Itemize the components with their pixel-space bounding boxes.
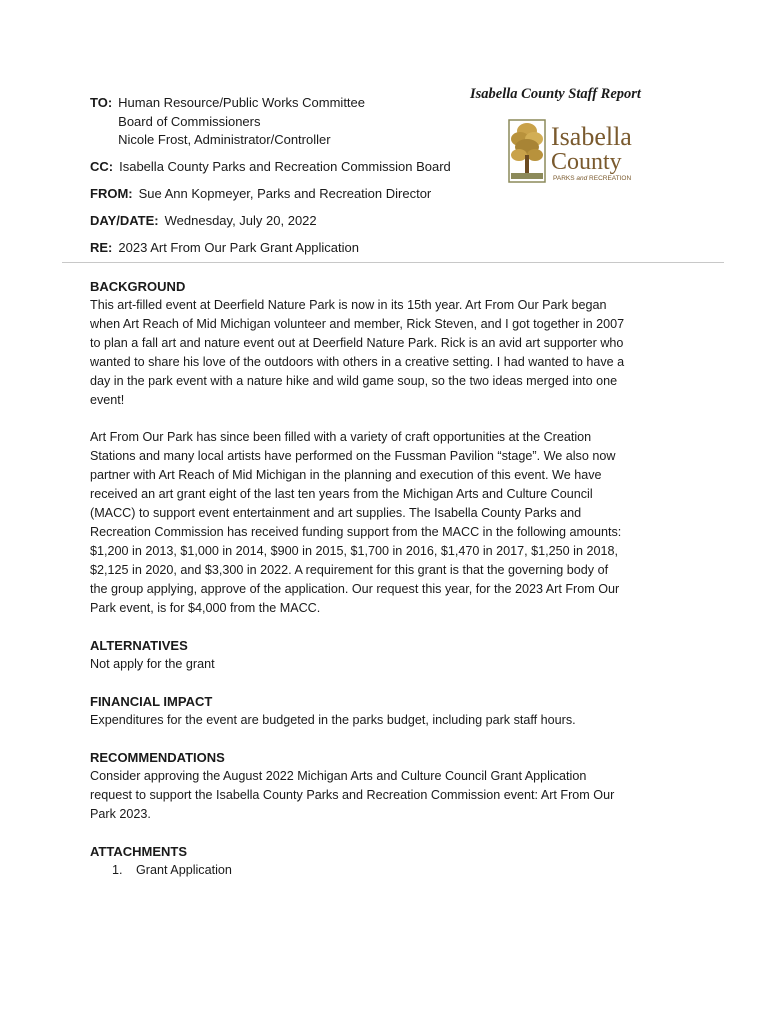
re-label: RE:	[90, 240, 113, 255]
logo-text-isabella: Isabella	[551, 122, 632, 151]
text-line: $2,125 in 2020, and $3,300 in 2022. A requirement for this grant is that the governing body of	[90, 563, 609, 577]
header-divider	[62, 262, 724, 263]
memo-to-row	[90, 94, 490, 150]
from-value: Sue Ann Kopmeyer, Parks and Recreation Director	[138, 186, 432, 201]
cc-label: CC:	[90, 159, 114, 174]
text-line: Stations and many local artists have performed on the Fussman Pavilion “stage”. We also now	[90, 449, 616, 463]
attachment-number: 1.	[112, 863, 123, 877]
text-line: day in the park event with a nature hike and wild game soup, so the two ideas merged into one	[90, 374, 618, 388]
text-line: Recreation Commission has received funding support from the MACC in the following amounts:	[90, 525, 622, 539]
attachments-heading: ATTACHMENTS	[90, 844, 188, 859]
to-line: Human Resource/Public Works Committee	[118, 95, 365, 110]
cc-value: Isabella County Parks and Recreation Commission Board	[119, 159, 451, 174]
text-line: (MACC) to support event entertainment and art supplies. The Isabella County Parks and	[90, 506, 582, 520]
date-label: DAY/DATE:	[90, 213, 159, 228]
logo-text-county: County	[551, 149, 622, 175]
isabella-county-parks-logo	[507, 117, 647, 185]
text-line: request to support the Isabella County Parks and Recreation Commission event: Art From Our	[90, 788, 615, 802]
financial-impact-heading: FINANCIAL IMPACT	[90, 694, 213, 709]
text-line: This art-filled event at Deerfield Nature Park is now in its 15th year. Art From Our Park began	[90, 298, 607, 312]
alternatives-text: Not apply for the grant	[90, 657, 215, 671]
from-label: FROM:	[90, 186, 133, 201]
to-recipients	[118, 94, 365, 150]
logo-text-parks: PARKS and RECREATION	[553, 175, 632, 182]
attachment-label: Grant Application	[136, 863, 232, 877]
text-line: partner with Art Reach of Mid Michigan in the planning and execution of this event. We have	[90, 468, 602, 482]
text-line: when Art Reach of Mid Michigan volunteer and member, Rick Steven, and I got together in 2007	[90, 317, 625, 331]
background-paragraph-2	[90, 428, 690, 618]
memo-from-row	[90, 185, 490, 204]
memo-re-row	[90, 239, 490, 258]
text-line: received an art grant eight of the last ten years from the Michigan Arts and Culture Council	[90, 487, 593, 501]
to-line: Board of Commissioners	[118, 113, 261, 129]
logo-tree-icon	[511, 123, 543, 179]
memo-header	[90, 94, 490, 258]
background-paragraph-1	[90, 296, 690, 410]
financial-impact-text: Expenditures for the event are budgeted in the parks budget, including park staff hours.	[90, 713, 576, 727]
to-line: Nicole Frost, Administrator/Controller	[118, 132, 331, 147]
recommendations-heading: RECOMMENDATIONS	[90, 750, 225, 765]
text-line: Park 2023.	[90, 807, 151, 821]
text-line: event!	[90, 393, 125, 407]
text-line: Park event, is for $4,000 from the MACC.	[90, 601, 321, 615]
to-label: TO:	[90, 95, 113, 110]
attachments-list	[90, 861, 690, 880]
text-line: Consider approving the August 2022 Michigan Arts and Culture Council Grant Application	[90, 769, 587, 783]
background-heading: BACKGROUND	[90, 279, 186, 294]
text-line: wanted to share his love of the outdoors with others in a creative setting. I had wanted to have a	[90, 355, 625, 369]
alternatives-heading: ALTERNATIVES	[90, 638, 188, 653]
text-line: Art From Our Park has since been filled with a variety of craft opportunities at the Creation	[90, 430, 592, 444]
text-line: $1,200 in 2013, $1,000 in 2014, $900 in 2015, $1,700 in 2016, $1,470 in 2017, $1,250 in 2018,	[90, 544, 618, 558]
attachment-item[interactable]	[90, 861, 690, 880]
text-line: to plan a fall art and nature event out at Deerfield Nature Park. Rick is an avid art supporter who	[90, 336, 624, 350]
memo-cc-row	[90, 158, 490, 177]
report-body	[90, 277, 690, 880]
memo-date-row	[90, 212, 490, 231]
report-title: Isabella County Staff Report	[470, 86, 641, 102]
date-value: Wednesday, July 20, 2022	[164, 213, 317, 228]
text-line: the group applying, approve of the application. Our request this year, for the 2023 Art From Our	[90, 582, 620, 596]
re-value: 2023 Art From Our Park Grant Application	[118, 240, 359, 255]
